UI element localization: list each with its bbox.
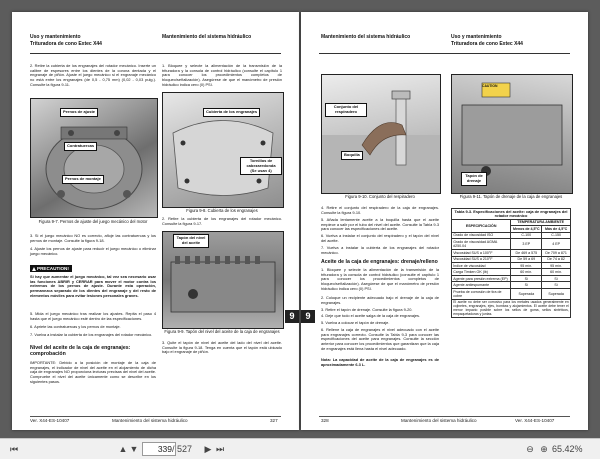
caption-9-8: Figura 9-8. Cubierta de los engranajes	[186, 208, 258, 213]
page-number-input[interactable]: 339	[142, 442, 176, 456]
important-note: IMPORTANTE: Debido a la posición de montaje de la caja de engranajes, el indicador de nivel del aceite en el alojamiento de dicha caja de engranajes NO proporciona lecturas precisas del nivel del aceite. Compruebe el nivel del aceite únicamente como se describe en los siguientes pasos.	[30, 360, 156, 384]
header-left: Uso y mantenimiento Trituradora de cono Extec X44	[30, 34, 102, 47]
footer-title: Mantenimiento del sistema hidráulico	[401, 418, 477, 423]
first-page-icon[interactable]: ⏮	[9, 444, 19, 454]
heading-drenaje: Aceite de la caja de engranajes: drenaje/relleno	[321, 259, 438, 265]
page-down-icon[interactable]: ▼	[129, 444, 139, 454]
page-up-icon[interactable]: ▲	[118, 444, 128, 454]
col-temp-header: TEMPERATURA AMBIENTE	[511, 219, 571, 225]
left-page	[12, 12, 299, 430]
step-4: 4. Retire el conjunto del respiradero de la caja de engranajes. Consulte la figura 9-10.	[321, 205, 439, 215]
caution-sign: CAUTION	[482, 84, 498, 88]
caption-9-9: Figura 9-9. Tapón del nivel del aceite de la caja de engranajes	[164, 329, 280, 334]
step-2: 2. Retire la cubierta de los engranajes del rotador mecánico. Inserte un calibre de espesores entre los dientes de la corona dentada y el engranaje de piñón. Ajuste el juego mecánico si el engranaje mecánico no está entre los engranajes (de 0,5 - 0,75 mm) (0,02 - 0,03 pulg.). Consulte la figura 9-11.	[30, 63, 156, 87]
table-row: Carga Timken OK (lb) 60 mín. 60 mín.	[452, 269, 571, 275]
table-row: Grado de viscosidad ISO C-100 C-150	[452, 232, 571, 238]
header-left: Mantenimiento del sistema hidráulico	[321, 34, 411, 40]
header-right: Mantenimiento del sistema hidráulico	[162, 34, 252, 40]
drain-step-3: 3. Retire el tapón de drenaje. Consulte la figura 9-20.	[321, 307, 413, 312]
callout-tornillos: Tornillos de cabezaredonda (Se usan 4)	[240, 157, 282, 175]
step-1-block: 1. Bloquee y selecte la alimentación de la transmisión de la trituradora y la consola de control hidráulico (consulte el capítulo 1 para conocer los procedimientos completos de bloqueo/señalización). Asegúrese de que el manómetro de presión hidráulico indica cero (0) PSI.	[162, 63, 282, 87]
step-6: 6. Vuelva a instalar el conjunto del respiradero y el tapón del nivel del aceite.	[321, 233, 439, 243]
caption-9-11: Figura 9-11. Tapón de drenaje de la caja de engranajes	[459, 194, 563, 199]
footer-page-number: 327	[270, 418, 278, 423]
caption-9-10: Figura 9-10. Conjunto del respiradero	[345, 194, 415, 199]
table-row: Viscosidad SUS a 100°F De 469 a 575 De 709 a 871	[452, 250, 571, 256]
table-note: El aceite no debe ser corrosivo para los metales usados generalmente en cojinetes, engranajes, ejes, bombas y alojamientos. El aceite debe tener el menor impacto posible sobre los sellos de goma, sellos sintéticos, empaquetaduras y juntas.	[453, 300, 569, 317]
drain-step-5: 5. Vuelva a colocar el tapón de drenaje.	[321, 320, 390, 325]
step-3-block: 3. Quite el tapón de nivel del aceite del lado del nivel del aceite. Consulte la figura 9-18. Tenga en cuenta que el tapón está ubicado bajo el engranaje de piñón.	[162, 340, 282, 355]
drain-step-2: 2. Coloque un recipiente adecuado bajo el drenaje de la caja de engranajes.	[321, 295, 439, 305]
table-row: Índice de viscosidad 95 mín. 95 mín.	[452, 262, 571, 268]
warning-badge: PRECAUTION!	[30, 265, 72, 272]
heading-nivel-aceite: Nivel del aceite de la caja de engranajes: comprobación	[30, 345, 131, 357]
footer-page-number: 328	[321, 418, 329, 423]
table-title: Tabla 9-3. Especificaciones del aceite: caja de engranajes del rotador mecánico	[452, 209, 571, 220]
callout-tapon-drenaje: Tapón de drenaje	[461, 172, 487, 186]
last-page-icon[interactable]: ⏭	[215, 444, 225, 454]
footer-version: Ver. X44-ES-10407	[30, 418, 70, 423]
table-row: Agente antiespumante Sí Sí	[452, 282, 571, 288]
figure-9-10-photo	[321, 74, 441, 194]
right-page	[301, 12, 588, 430]
warning-text: Si hay que aumentar el juego mecánico, tal vez sea necesario usar las funciones ABRIR y CERRAR para mover el motor contra los extremos de los pernos de ajuste. Durante esta operación, permanezca separado de los dientes del engranaje y del resto de elementos móviles para evitar lesiones personales graves.	[30, 274, 156, 298]
callout-contratuercas: Contratuercas	[64, 142, 97, 151]
header-right: Uso y mantenimiento Trituradora de cono Extec X44	[451, 34, 523, 47]
footer-rule	[30, 416, 281, 417]
table-row: Agente para presión extrema (EP) Sí Sí	[452, 275, 571, 281]
callout-boquilla: Boquilla	[341, 151, 363, 160]
caption-9-7: Figura 9-7. Pernos de ajuste del juego mecánico del motor	[38, 219, 148, 224]
step-5: 5. Añada lentamente aceite a la boquilla hasta que el aceite empiece a salir por el tubo del nivel del aceite. Consulte la Tabla 9-3 para conocer las especificaciones del aceite.	[321, 217, 439, 232]
oil-spec-table	[451, 208, 571, 318]
callout-pernos-montaje: Pernos de montaje	[62, 175, 104, 184]
footer-title: Mantenimiento del sistema hidráulico	[112, 418, 188, 423]
step-3: 3. Si el juego mecánico NO es correcto, afloje las contratuercas y los pernos de montaje. Consulte la figura 9-18.	[30, 233, 156, 243]
page-total: / 527	[172, 444, 193, 454]
breather-illustration	[322, 75, 440, 193]
table-row: Grado de viscosidad AGMA #250.04 3 EP 4 EP	[452, 239, 571, 250]
step-7: 7. Vuelva a instalar la cubierta de los engranajes del rotador mecánico.	[321, 245, 439, 255]
next-page-icon[interactable]: ▶	[204, 444, 212, 454]
callout-cubierta: Cubierta de los engranajes	[203, 108, 260, 117]
callout-conjunto-respiradero: Conjunto del respiradero	[325, 103, 367, 117]
zoom-out-icon[interactable]: ⊖	[526, 444, 534, 454]
step-5: 5. Mida el juego mecánico tras realizar los ajustes. Repita el paso 4 hasta que el juego mecánico esté dentro de las especificaciones.	[30, 311, 156, 321]
drain-step-1: 1. Bloquee y selecte la alimentación de la transmisión de la trituradora y la consola de control hidráulico (consulte el capítulo 1 para conocer los procedimientos completos de bloqueo/señalización). Asegúrese de que el manómetro de presión hidráulico indica cero (0) PSI.	[321, 267, 439, 291]
drain-step-4: 4. Deje que todo el aceite salga de la caja de engranajes.	[321, 313, 421, 318]
header-rule	[319, 53, 570, 54]
callout-tapon-nivel: Tapón del nivel del aceite	[173, 234, 209, 248]
col-spec-header: ESPECIFICACIÓN	[452, 219, 511, 232]
table-row: Prueba de corrosión de tira de cobre Superada Superada	[452, 288, 571, 299]
step-7: 7. Vuelva a instalar la cubierta de los engranajes del rotador mecánico.	[30, 332, 153, 337]
footer-rule	[319, 416, 570, 417]
table-title-row	[452, 209, 571, 220]
warning-icon	[32, 267, 36, 271]
callout-pernos-ajuste: Pernos de ajuste	[60, 108, 98, 117]
zoom-level[interactable]: 65.42%	[552, 444, 583, 454]
capacity-note: Nota: La capacidad de aceite de la caja de engranajes es de aproximadamente 6.3 L.	[321, 357, 439, 367]
drain-step-6: 6. Rellene la caja de engranajes el nivel adecuado con el aceite para engranajes correcto. Consulte la Tabla 9-3 para conocer las especificaciones del aceite para engranajes. Consulte la sección anterior para conocer los procedimientos que garantizan que la caja de engranajes está llena hasta el nivel adecuado.	[321, 327, 439, 351]
step-4: 4. Ajuste los pernos de ajuste para reducir el juego mecánico o eliminar juego mecánico.	[30, 246, 156, 256]
col-b-header: Más de 4,5°C	[542, 226, 571, 232]
table-note-row	[452, 299, 571, 317]
footer-version: Ver. X44-ES-10407	[515, 418, 555, 423]
step-2-block: 2. Retire la cubierta de los engranajes del rotador mecánico. Consulte la figura 9-17.	[162, 216, 282, 226]
zoom-in-icon[interactable]: ⊕	[540, 444, 548, 454]
header-rule	[30, 53, 281, 54]
chapter-tab: 9	[301, 310, 315, 323]
table-row: Viscosidad SUS a 210°F De 59 a 69 De 74 a 82	[452, 256, 571, 262]
col-a-header: Menos de 4,5°C	[511, 226, 542, 232]
step-6: 6. Apriete las contratuercas y los pernos de montaje.	[30, 324, 121, 329]
chapter-tab: 9	[285, 310, 299, 323]
viewer-toolbar	[0, 438, 600, 459]
